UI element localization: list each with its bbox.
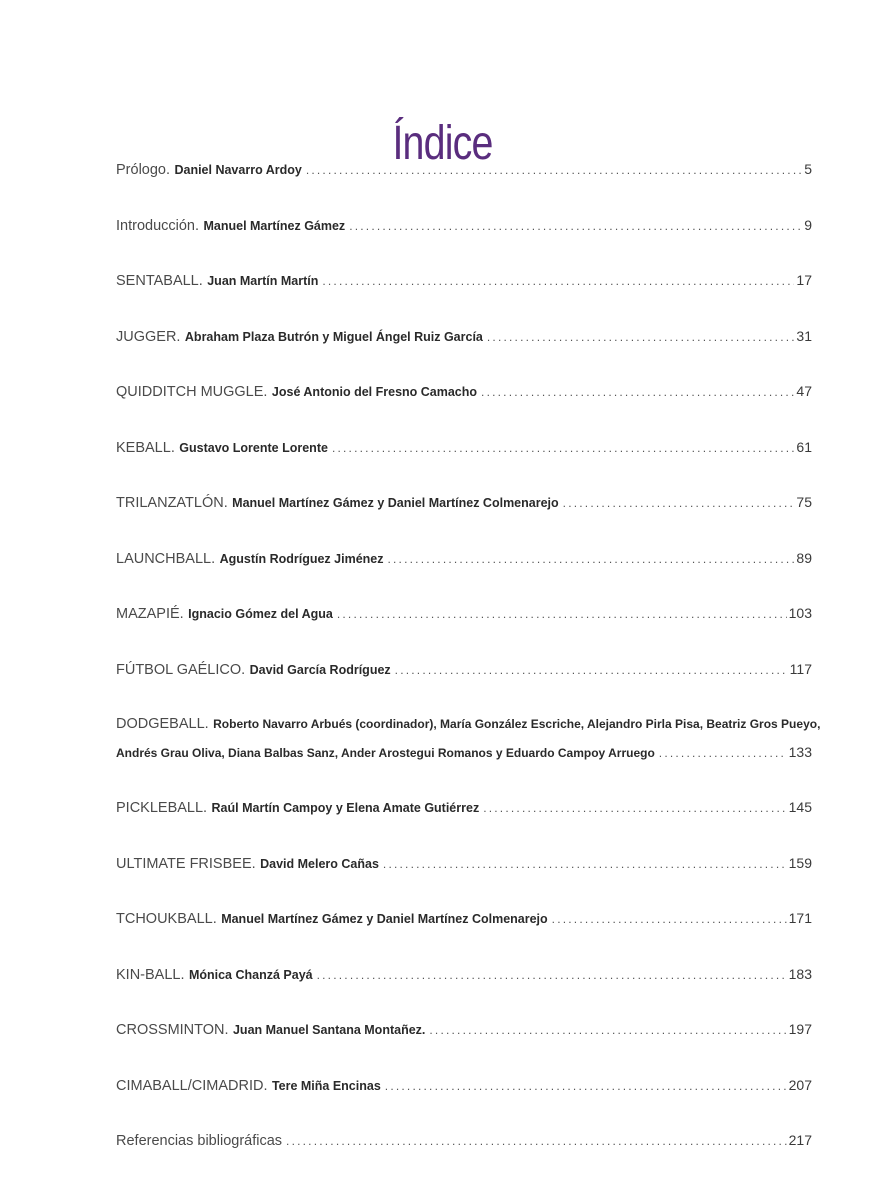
toc-entry[interactable] xyxy=(116,211,812,267)
dot-leader xyxy=(487,323,795,351)
entry-author: Manuel Martínez Gámez y Daniel Martínez Colmenarejo xyxy=(232,496,559,510)
entry-title: FÚTBOL GAÉLICO. xyxy=(116,661,246,678)
page-title: Índice xyxy=(392,117,493,171)
toc-line xyxy=(116,1071,812,1099)
entry-title: TRILANZATLÓN. xyxy=(116,495,228,511)
table-of-contents xyxy=(116,155,821,1182)
entry-title: CROSSMINTON. xyxy=(116,1022,229,1038)
entry-page-number: 9 xyxy=(804,216,812,233)
entry-page-number: 5 xyxy=(804,161,812,177)
entry-title: DODGEBALL. xyxy=(116,716,209,732)
dot-leader xyxy=(481,378,794,406)
dot-leader xyxy=(429,1016,786,1044)
entry-author: Juan Manuel Santana Montañez. xyxy=(232,1023,426,1037)
entry-title: QUIDDITCH MUGGLE. xyxy=(116,384,268,400)
entry-title: Prólogo. xyxy=(116,162,171,178)
toc-entry[interactable] xyxy=(116,1071,812,1127)
entry-author: Manuel Martínez Gámez y Daniel Martínez Colmenarejo xyxy=(221,912,548,926)
entry-title: JUGGER. xyxy=(116,328,181,345)
entry-title: PICKLEBALL. xyxy=(116,800,208,816)
toc-line xyxy=(116,1015,812,1043)
entry-page-number: 31 xyxy=(796,327,812,344)
toc-entry[interactable] xyxy=(116,266,812,322)
entry-author: Tere Miña Encinas xyxy=(271,1078,381,1093)
toc-line xyxy=(116,738,812,766)
entry-title: Referencias bibliográficas xyxy=(116,1133,283,1149)
entry-title: SENTABALL. xyxy=(116,273,203,289)
entry-author: Roberto Navarro Arbués (coordinador), María González Escriche, Alejandro Pirla Pisa, Beatriz Gros Pueyo, xyxy=(213,717,821,731)
entry-page-number: 197 xyxy=(788,1021,812,1037)
toc-entry[interactable] xyxy=(116,904,812,960)
entry-author-continued: Andrés Grau Oliva, Diana Balbas Sanz, Ander Arostegui Romanos y Eduardo Campoy Arruego xyxy=(116,746,655,760)
toc-line xyxy=(116,793,812,821)
entry-author: Raúl Martín Campoy y Elena Amate Gutiérrez xyxy=(211,801,480,815)
toc-entry[interactable] xyxy=(116,377,812,433)
toc-line xyxy=(116,433,812,461)
toc-entry[interactable] xyxy=(116,793,812,849)
toc-entry[interactable] xyxy=(116,322,812,378)
dot-leader xyxy=(483,794,786,822)
toc-line xyxy=(116,266,812,294)
entry-author: Juan Martín Martín xyxy=(207,274,319,288)
toc-entry[interactable] xyxy=(116,960,812,1016)
entry-title: KIN-BALL. xyxy=(116,966,185,983)
entry-title: Introducción. xyxy=(116,217,200,234)
toc-entry[interactable] xyxy=(116,488,812,544)
entry-author: David Melero Cañas xyxy=(260,856,379,871)
entry-title: TCHOUKBALL. xyxy=(116,911,217,927)
toc-line xyxy=(116,488,812,516)
dot-leader xyxy=(552,905,787,933)
entry-page-number: 89 xyxy=(796,549,812,566)
entry-author: David García Rodríguez xyxy=(249,662,391,677)
toc-line xyxy=(116,599,812,627)
toc-line xyxy=(116,544,812,572)
entry-author: José Antonio del Fresno Camacho xyxy=(271,385,478,399)
toc-entry[interactable] xyxy=(116,849,812,905)
entry-page-number: 171 xyxy=(788,910,812,926)
entry-page-number: 117 xyxy=(789,660,812,677)
entry-page-number: 133 xyxy=(788,744,812,760)
toc-line xyxy=(116,1126,812,1154)
toc-line xyxy=(116,155,812,183)
dot-leader xyxy=(306,156,802,184)
toc-entry[interactable] xyxy=(116,155,812,211)
dot-leader xyxy=(332,434,794,462)
entry-author: Manuel Martínez Gámez xyxy=(203,218,346,233)
dot-leader xyxy=(395,656,788,684)
toc-entry[interactable] xyxy=(116,655,812,711)
entry-page-number: 183 xyxy=(788,965,812,982)
dot-leader xyxy=(385,1072,787,1100)
toc-entry[interactable] xyxy=(116,544,812,600)
toc-line xyxy=(116,655,812,683)
toc-line xyxy=(116,377,812,405)
entry-page-number: 217 xyxy=(788,1132,812,1148)
entry-page-number: 207 xyxy=(788,1076,812,1093)
dot-leader xyxy=(383,850,787,878)
dot-leader xyxy=(322,267,794,295)
entry-page-number: 47 xyxy=(796,383,812,399)
entry-page-number: 17 xyxy=(796,272,812,288)
entry-page-number: 75 xyxy=(796,494,812,510)
dot-leader xyxy=(317,961,787,989)
entry-title: KEBALL. xyxy=(116,439,175,456)
dot-leader xyxy=(659,739,787,767)
entry-author: Agustín Rodríguez Jiménez xyxy=(219,551,384,566)
dot-leader xyxy=(349,212,802,240)
entry-author: Mónica Chanzá Payá xyxy=(188,967,313,982)
dot-leader xyxy=(337,600,787,628)
toc-line xyxy=(116,960,812,988)
entry-author: Daniel Navarro Ardoy xyxy=(174,163,302,177)
toc-line xyxy=(116,904,812,932)
entry-author: Gustavo Lorente Lorente xyxy=(179,440,328,455)
dot-leader xyxy=(387,545,794,573)
entry-title: CIMABALL/CIMADRID. xyxy=(116,1077,268,1094)
toc-line xyxy=(116,849,812,877)
entry-author: Ignacio Gómez del Agua xyxy=(188,607,333,621)
entry-page-number: 103 xyxy=(788,605,812,621)
dot-leader xyxy=(286,1127,787,1155)
entry-title: LAUNCHBALL. xyxy=(116,550,216,567)
toc-entry[interactable] xyxy=(116,599,812,655)
entry-page-number: 61 xyxy=(796,438,812,455)
toc-line xyxy=(116,710,821,738)
toc-entry[interactable] xyxy=(116,710,821,793)
toc-entry[interactable] xyxy=(116,433,812,489)
toc-entry[interactable] xyxy=(116,1015,812,1071)
entry-author: Abraham Plaza Butrón y Miguel Ángel Ruiz García xyxy=(184,329,483,344)
toc-line xyxy=(116,211,812,239)
entry-page-number: 159 xyxy=(788,854,812,871)
entry-page-number: 145 xyxy=(788,799,812,815)
entry-title: ULTIMATE FRISBEE. xyxy=(116,855,256,872)
toc-line xyxy=(116,322,812,350)
toc-entry[interactable] xyxy=(116,1126,812,1182)
entry-title: MAZAPIÉ. xyxy=(116,606,184,622)
dot-leader xyxy=(563,489,795,517)
